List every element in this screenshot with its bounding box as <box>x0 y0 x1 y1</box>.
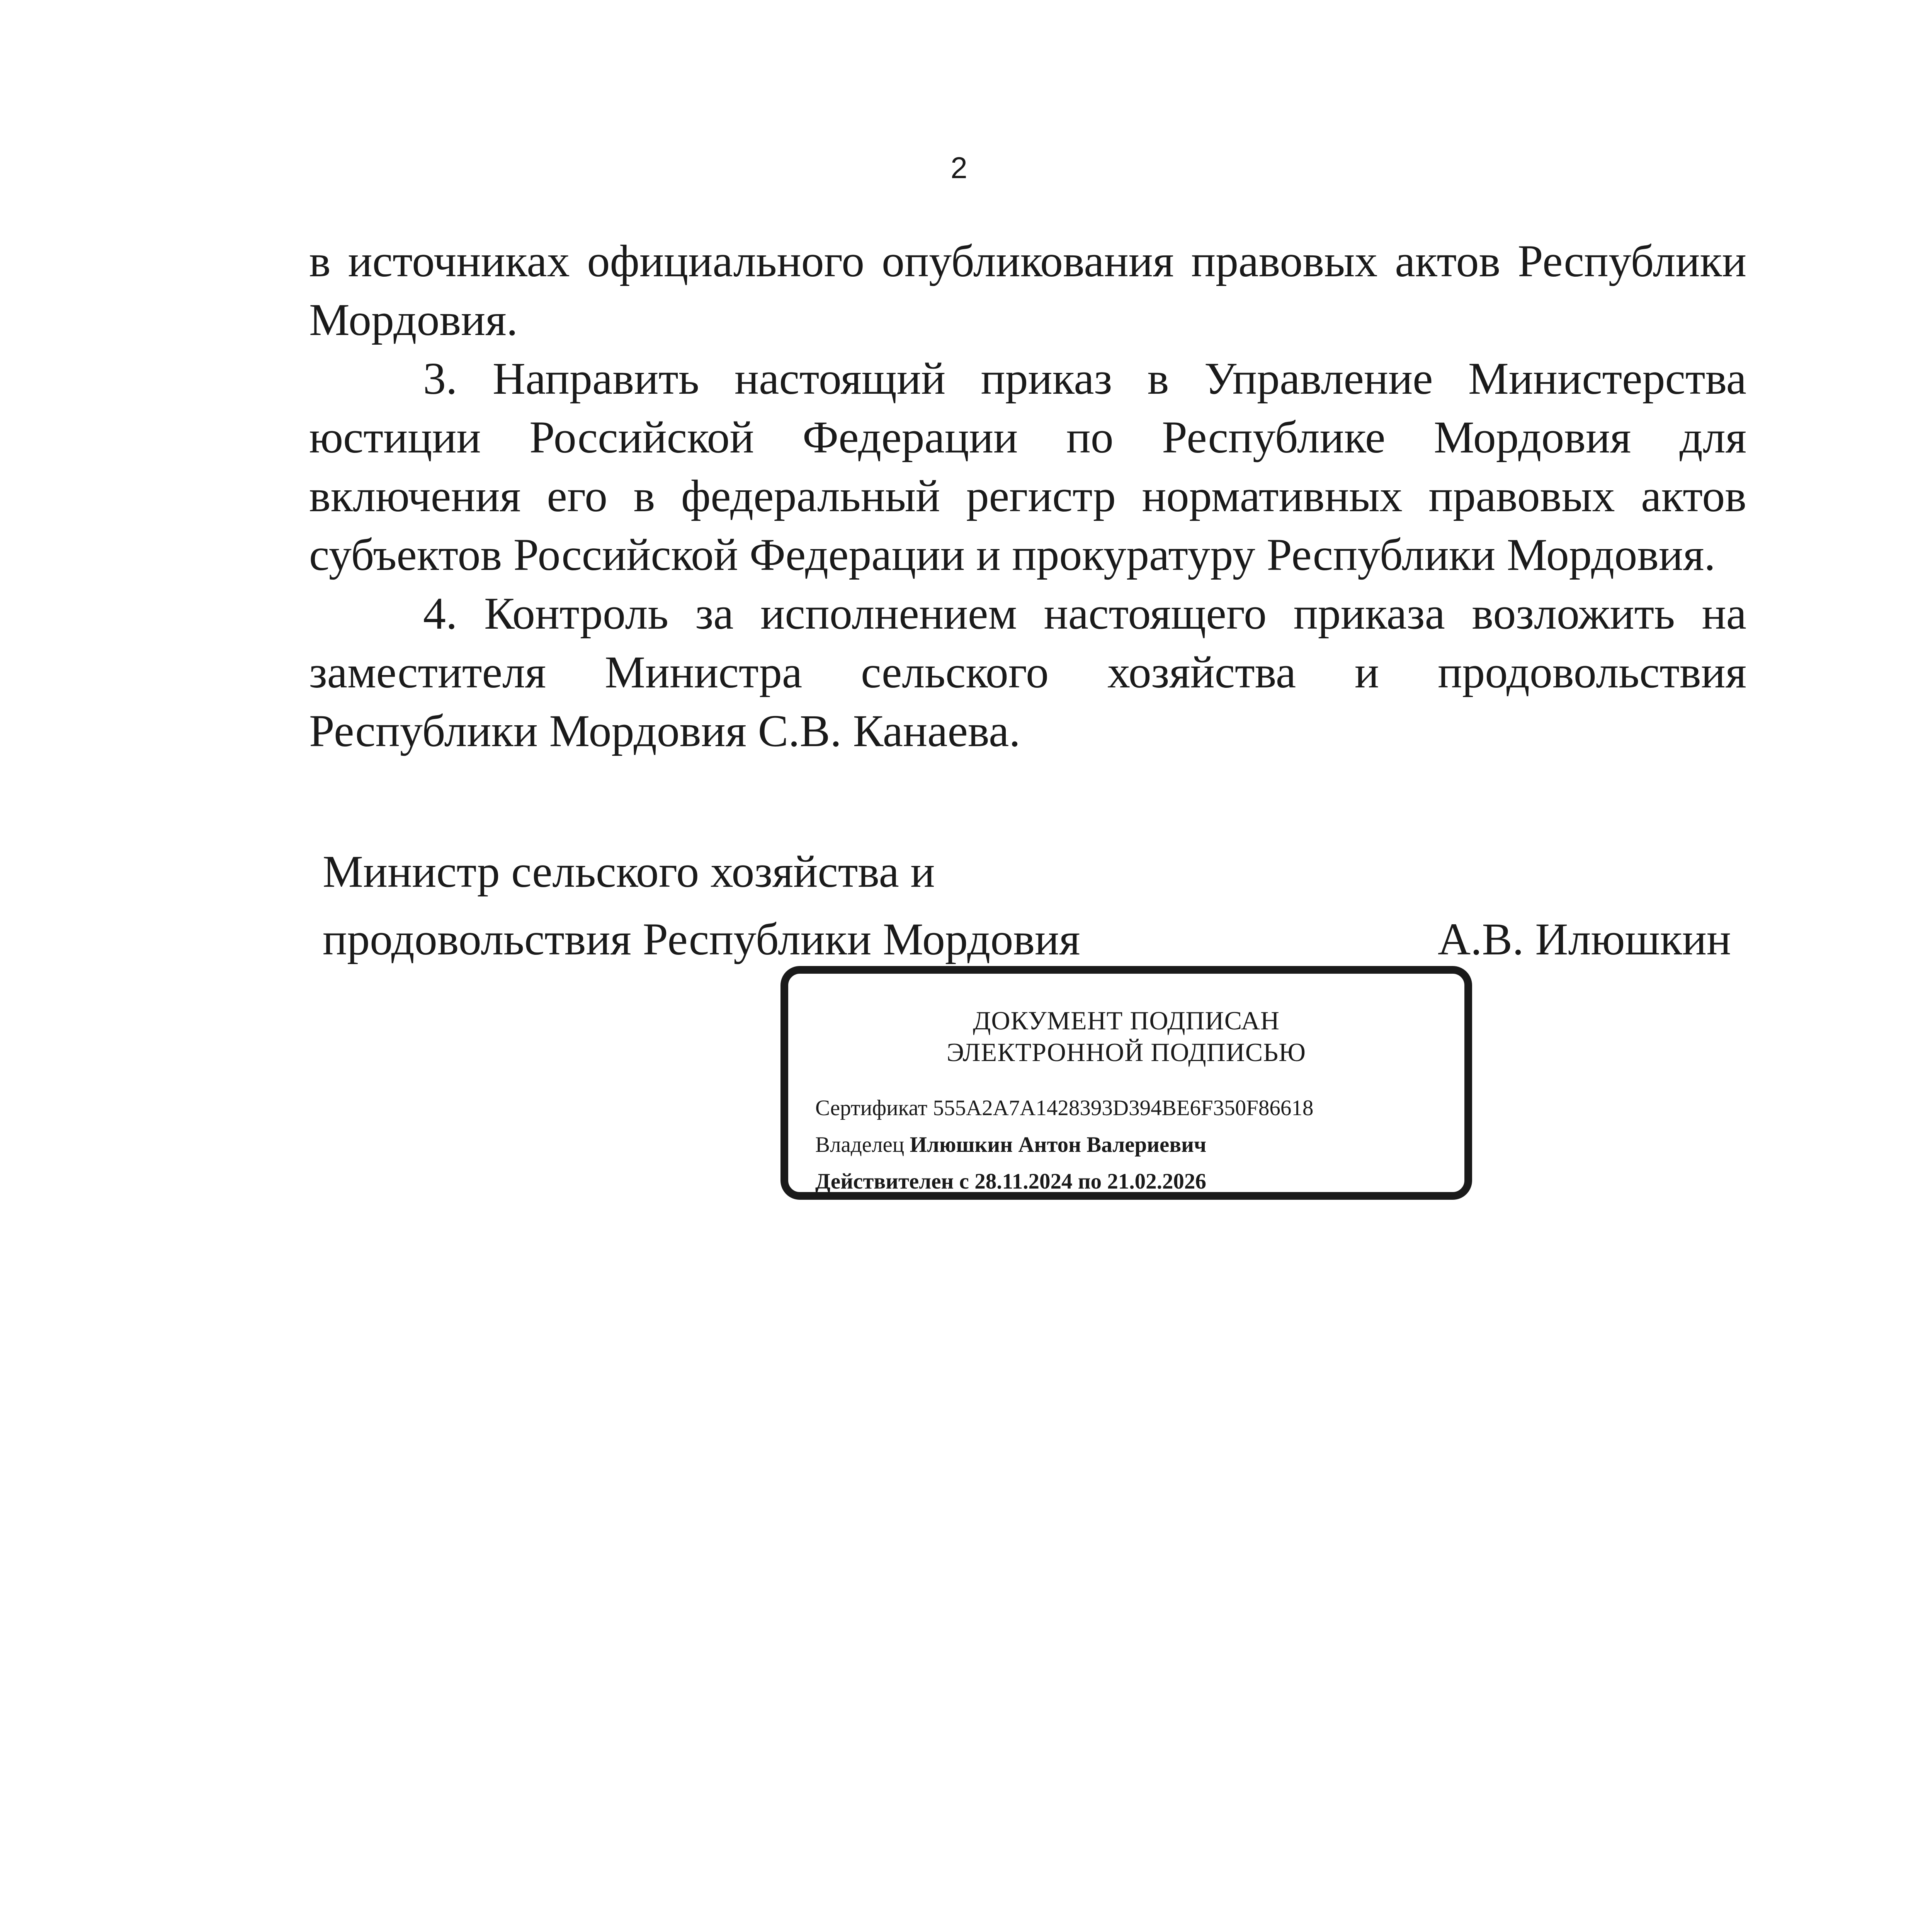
valid-to: 21.02.2026 <box>1107 1169 1206 1194</box>
page-number: 2 <box>950 151 968 185</box>
document-body <box>309 232 1746 760</box>
stamp-details <box>815 1090 1449 1200</box>
valid-label: Действителен с <box>815 1169 969 1194</box>
certificate-value: 555A2A7A1428393D394BE6F350F86618 <box>933 1096 1314 1120</box>
paragraph-item-4: 4. Контроль за исполнением настоящего приказа возложить на заместителя Министра сельского хозяйства и продовольствия Республики Мордовия С.В. Канаева. <box>309 588 1746 756</box>
stamp-title-line2: ЭЛЕКТРОННОЙ ПОДПИСЬЮ <box>946 1037 1306 1067</box>
paragraph-continuation: в источниках официального опубликования правовых актов Республики Мордовия. <box>309 236 1746 345</box>
owner-label: Владелец <box>815 1133 905 1157</box>
stamp-title-line1: ДОКУМЕНТ ПОДПИСАН <box>973 1006 1280 1035</box>
stamp-title <box>788 1005 1464 1068</box>
electronic-signature-stamp <box>780 966 1472 1200</box>
signer-position-line2: продовольствия Республики Мордовия <box>323 914 1080 964</box>
signature-row <box>323 905 1731 973</box>
stamp-validity-row <box>815 1163 1449 1200</box>
valid-to-label: по <box>1078 1169 1102 1194</box>
signature-block <box>323 838 1731 973</box>
signer-name: А.В. Илюшкин <box>1437 914 1731 964</box>
signer-position-line1: Министр сельского хозяйства и <box>323 846 935 897</box>
certificate-label: Сертификат <box>815 1096 928 1120</box>
owner-value: Илюшкин Антон Валериевич <box>910 1133 1207 1157</box>
stamp-certificate-row <box>815 1090 1449 1126</box>
stamp-owner-row <box>815 1126 1449 1163</box>
paragraph-item-3: 3. Направить настоящий приказ в Управление Министерства юстиции Российской Федерации по Республике Мордовия для включения его в федеральный регистр нормативных правовых актов субъектов Российской Федерации и прокуратуру Республики Мордовия. <box>309 353 1746 580</box>
valid-from: 28.11.2024 <box>974 1169 1073 1194</box>
